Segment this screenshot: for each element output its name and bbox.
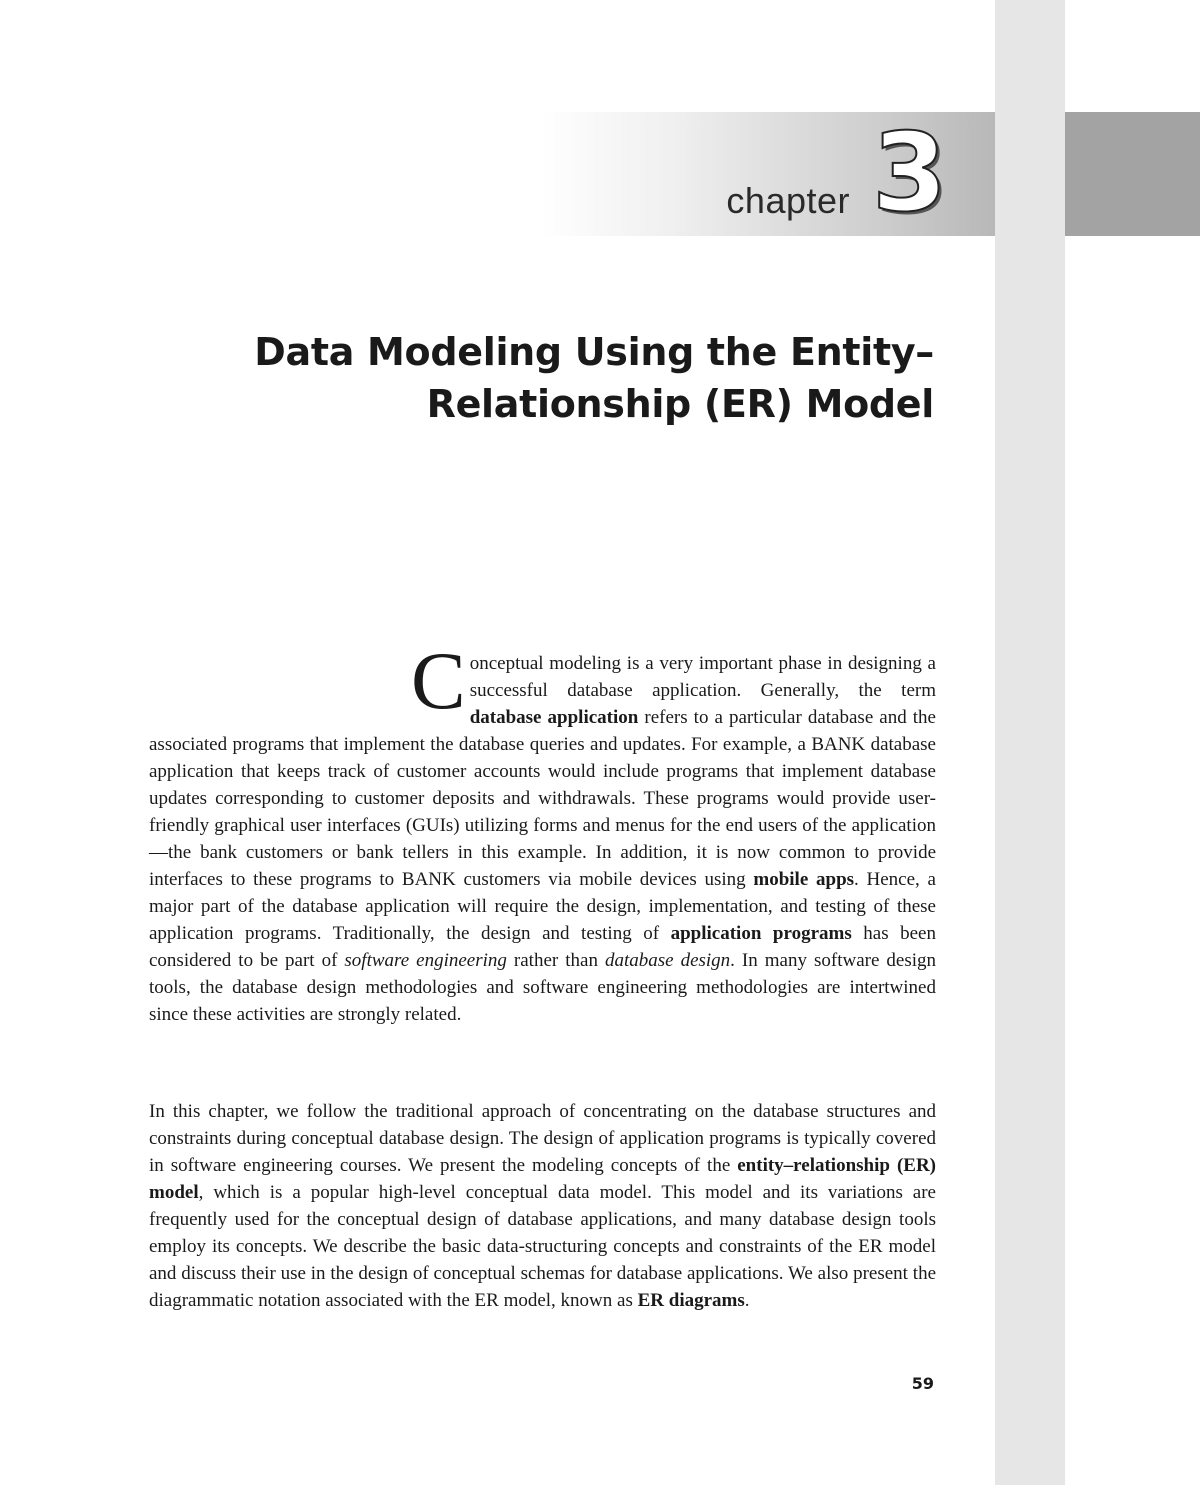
term-database-application: database application bbox=[469, 707, 639, 728]
page-edge-strip bbox=[995, 0, 1065, 1485]
term-mobile-apps: mobile apps bbox=[753, 869, 855, 890]
term-er-diagrams: ER diagrams bbox=[637, 1290, 745, 1311]
chapter-title bbox=[114, 326, 934, 430]
para1-text-1: onceptual modeling is a very important phase in designing a successful database application. Generally, the term bbox=[469, 653, 936, 701]
para1-text-6: . In many software design tools, the database design methodologies and software engineering methodologies are intertwined since these activities are strongly related. bbox=[149, 950, 936, 1025]
para1-text-5: rather than bbox=[506, 950, 605, 971]
chapter-number: 3 bbox=[872, 111, 948, 236]
term-er-model: entity–relationship (ER) model bbox=[149, 1155, 936, 1203]
chapter-title-line-1: Data Modeling Using the Entity– bbox=[254, 330, 934, 374]
para2-text-3: . bbox=[744, 1290, 750, 1311]
term-software-engineering: software engineering bbox=[344, 950, 507, 971]
intro-paragraph bbox=[149, 635, 936, 1028]
para2-text-2: , which is a popular high-level conceptual data model. This model and its variations are frequently used for the conceptual design of database applications, and many database design tools employ its concepts. We describe the basic data-structuring concepts and constraints of the ER model and discuss their use in the design of conceptual schemas for database applications. We also present the diagrammatic notation associated with the ER model, known as bbox=[149, 1182, 936, 1311]
chapter-label: chapter bbox=[726, 180, 850, 221]
chapter-title-line-2: Relationship (ER) Model bbox=[426, 382, 934, 426]
para1-text-4: has been considered to be part of bbox=[149, 923, 936, 971]
drop-cap: C bbox=[411, 635, 466, 726]
page-number: 59 bbox=[911, 1374, 934, 1393]
para2-text-1: In this chapter, we follow the traditional approach of concentrating on the database structures and constraints during conceptual database design. The design of application programs is typically covered in software engineering courses. We present the modeling concepts of the bbox=[149, 1101, 936, 1176]
para1-text-2: refers to a particular database and the associated programs that implement the database queries and updates. For example, a BANK database application that keeps track of customer accounts would include programs that implement database updates corresponding to customer deposits and withdrawals. These programs would provide user-friendly graphical user interfaces (GUIs) utilizing forms and menus for the end users of the application—the bank customers or bank tellers in this example. In addition, it is now common to provide interfaces to these programs to BANK customers via mobile devices using bbox=[149, 707, 936, 890]
term-application-programs: application programs bbox=[670, 923, 852, 944]
second-paragraph bbox=[149, 1098, 936, 1314]
term-database-design: database design bbox=[604, 950, 731, 971]
para1-text-3: . Hence, a major part of the database application will require the design, implementation, and testing of these application programs. Traditionally, the design and testing of bbox=[149, 869, 936, 944]
chapter-tab bbox=[1065, 112, 1200, 236]
